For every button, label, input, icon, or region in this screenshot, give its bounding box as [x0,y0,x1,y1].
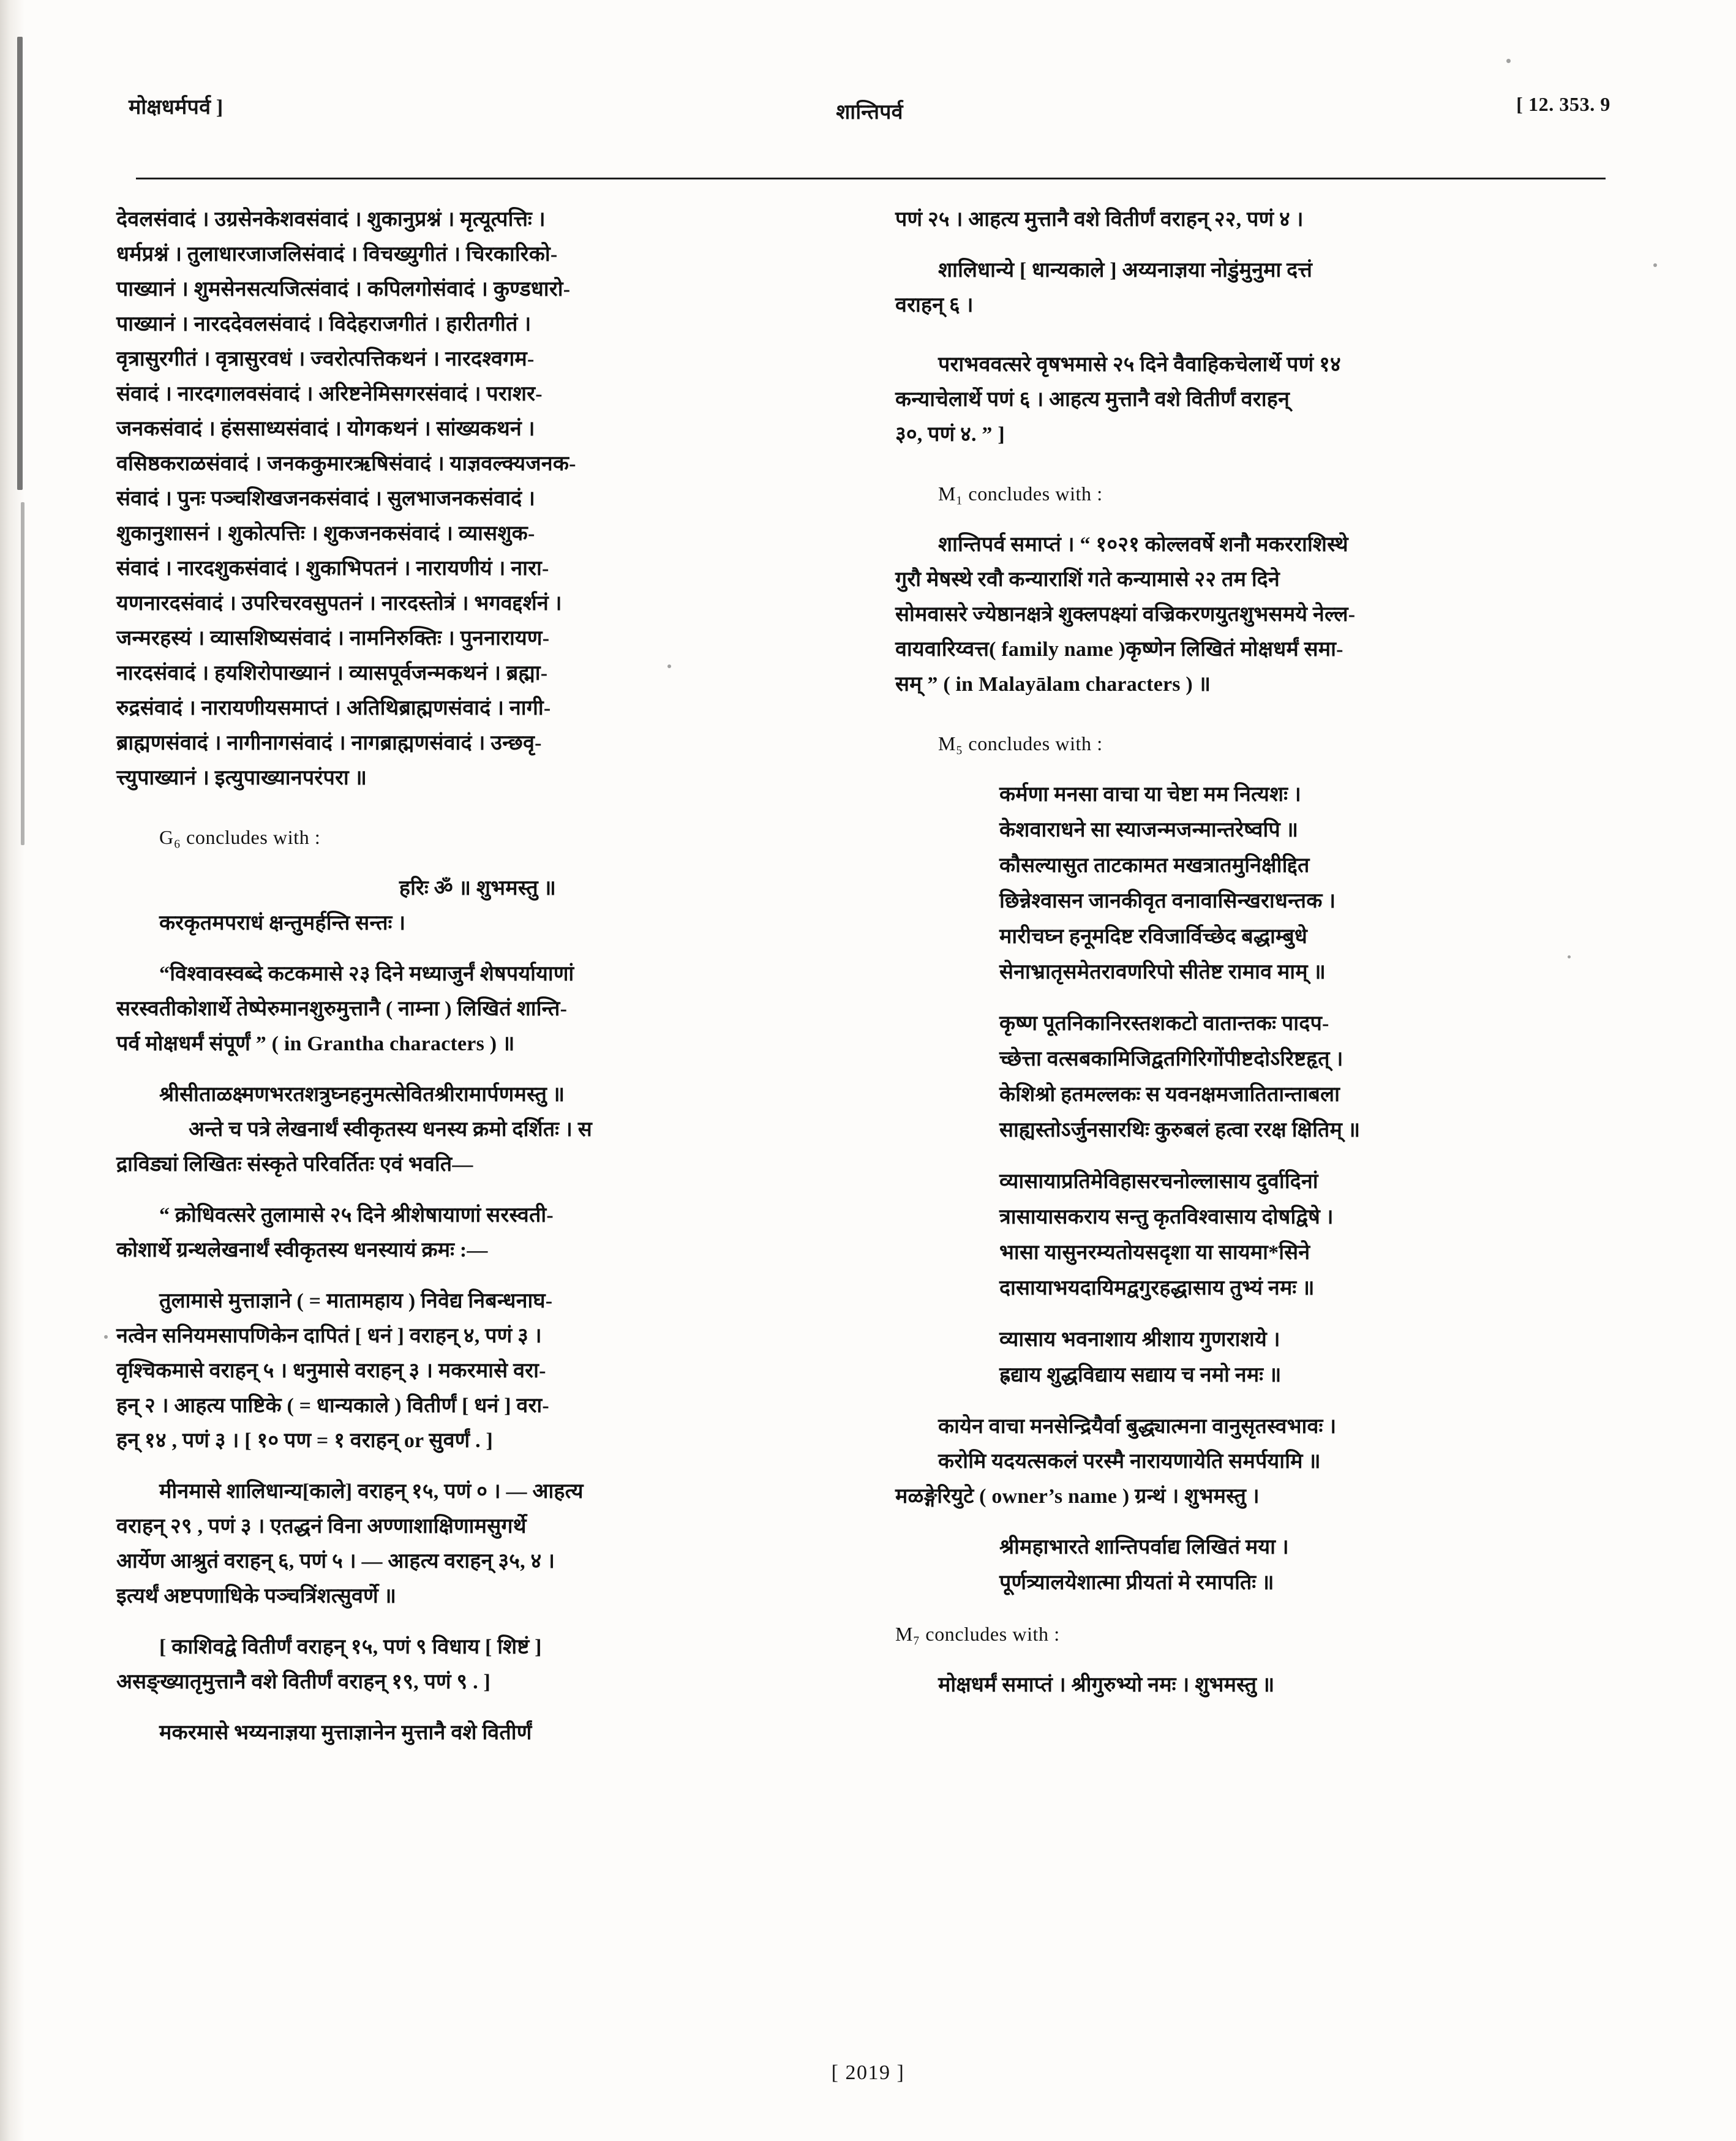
m5-verse-group-5 [895,1409,1618,1479]
m5-intro: M₅ concludes with : [938,732,1103,754]
page-title: शान्तिपर्व [836,101,903,124]
text-line: हन् २ । आहत्य पाष्टिके ( = धान्यकाले ) वितीर्णं [ धनं ] वरा- [116,1394,549,1417]
spacer [116,855,839,871]
right-column [895,202,1618,1750]
text-line: जन्मरहस्यं । व्यासशिष्यसंवादं । नामनिरुक्तिः । पुननारायण- [116,627,550,650]
text-line: वराहन् ६ । [895,294,974,317]
text-line: तुलामासे मुत्ताज्ञाने ( = मातामहाय ) निवेद्य निबन्धनाघ- [159,1290,553,1312]
scan-speck [1653,263,1657,267]
spacer [895,1306,1618,1322]
verse-line: त्रासायासकराय सन्तु कृतविश्वासाय दोषद्विषे । [999,1206,1334,1229]
text-line: “ क्रोधिवत्सरे तुलामासे २५ दिने श्रीशेषायाणां सरस्वती- [159,1204,554,1227]
spacer [895,511,1618,527]
m-block [116,1077,839,1182]
m7-line: मोक्षधर्मं समाप्तं । श्रीगुरुभ्यो नमः । शुभमस्तु ॥ [938,1674,1275,1696]
m5-verse-group-6 [895,1530,1618,1601]
text-line: सरस्वतीकोशार्थे तेष्पेरुमानशुरुमुत्तानै ( नाम्ना ) लिखितं शान्ति- [116,998,568,1020]
text-line: संवादं । पुनः पञ्चशिखजनकसंवादं । सुलभाजनकसंवादं । [116,487,536,510]
spacer [116,1699,839,1715]
text-line: शालिधान्ये [ धान्यकाले ] अय्यनाज्ञया नोडुंमुनुमा दत्तं [938,259,1313,282]
text-line: श्रीसीताळक्ष्मणभरतशत्रुघ्नहनुमत्सेवितश्रीरामार्पणमस्तु ॥ [159,1083,565,1106]
spacer [895,1601,1618,1617]
verse-line: व्यासाय भवनाशाय श्रीशाय गुणराशये । [999,1328,1280,1351]
text-line: रुद्रसंवादं । नारायणीयसमाप्तं । अतिथिब्राह्मणसंवादं । नागी- [116,697,551,720]
header-reference: [ 12. 353. 9 [1516,93,1610,115]
text-line: गुरौ मेषस्थे रवौ कन्याराशिं गते कन्यामासे २२ तम दिने [895,568,1280,591]
text-line: धर्मप्रश्नं । तुलाधारजाजलिसंवादं । विचख्युगीतं । चिरकारिको- [116,243,558,266]
header-parva-label: मोक्षधर्मपर्व ] [129,96,224,119]
text-line: पर्व मोक्षधर्मं संपूर्णं ” ( in Grantha characters ) ॥ [116,1033,515,1055]
shali-block [895,253,1618,323]
m1-quote [895,527,1618,702]
text-line: यणनारदसंवादं । उपरिचरवसुपतनं । नारदस्तोत्रं । भगवद्दर्शनं । [116,592,562,615]
spacer [116,1061,839,1077]
scan-speck [104,1335,108,1339]
text-line: पराभववत्सरे वृषभमासे २५ दिने वैवाहिकचेलार्थे पणं १४ [938,353,1341,376]
spacer [116,1268,839,1284]
g6-line-1: हरिः ॐ ॥ शुभमस्तु ॥ [399,877,557,900]
verse-line: ह्रद्याय शुद्धविद्याय सद्याय च नमो नमः ॥ [999,1364,1282,1387]
text-line: पाख्यानं । नारददेवलसंवादं । विदेहराजगीतं । हारीतगीतं । [116,313,532,336]
verse-line: दासायाभयदायिमद्वगुरहद्धासाय तुभ्यं नमः ॥ [999,1277,1315,1300]
m5-verse-group-2 [895,1006,1618,1148]
text-line: वायवारिय्वत्त( family name )कृष्णेन लिखितं मोक्षधर्मं समा- [895,638,1343,661]
text-line: वृत्रासुरगीतं । वृत्रासुरवधं । ज्वरोत्पत्तिकथनं । नारदश्वगम- [116,348,535,371]
verse-line: कायेन वाचा मनसेन्द्रियैर्वा बुद्ध्यात्मना वानुसृतस्वभावः । [938,1415,1337,1438]
binding-mark [17,37,23,490]
text-line: ब्राह्मणसंवादं । नागीनागसंवादं । नागब्राह्मणसंवादं । उन्छवृ- [116,732,542,754]
spacer [116,1614,839,1630]
text-line: वराहन् २९ , पणं ३ । एतद्धनं विना अण्णाशाक्षिणामसुगर्थे [116,1515,527,1538]
accounts-block-2 [116,1474,839,1614]
spacer [895,1514,1618,1530]
m1-intro: M₁ concludes with : [938,483,1103,505]
text-line: इत्यर्थं अष्टपणाधिके पञ्चत्रिंशत्सुवर्णे ॥ [116,1585,397,1608]
spacer [895,237,1618,253]
m-quote-2 [116,1198,839,1268]
text-line: द्राविड्यां लिखितः संस्कृते परिवर्तितः एवं भवति— [116,1153,473,1176]
spacer [116,1458,839,1474]
text-line: वृश्चिकमासे वराहन् ५ । धनुमासे वराहन् ३ । मकरमासे वरा- [116,1360,546,1382]
verse-line: मारीचघ्न हनूमदिष्ट रविजार्विच्छेद बद्धाम्बुधे [999,925,1308,948]
verse-line: केशवाराधने सा स्याजन्मजन्मान्तरेष्वपि ॥ [999,819,1299,841]
spacer [116,1182,839,1198]
verse-line: करोमि यदयत्सकलं परस्मै नारायणायेति समर्पयामि ॥ [938,1450,1321,1473]
g6-quote [116,957,839,1061]
m5-verse-group-1 [895,777,1618,990]
accounts-block-1 [116,1284,839,1458]
header-divider [136,178,1606,179]
text-line: वसिष्ठकराळसंवादं । जनककुमारऋषिसंवादं । याज्ञवल्क्यजनक- [116,453,576,475]
m5-verse-group-4 [895,1322,1618,1393]
text-line: त्त्युपाख्यानं । इत्युपाख्यानपरंपरा ॥ [116,767,367,789]
verse-line: साह्यस्तोऽर्जुनसारथिः कुरुबलं हत्वा ररक्ष क्षितिम् ॥ [999,1119,1361,1142]
text-line: नारदसंवादं । हयशिरोपाख्यानं । व्यासपूर्वजन्मकथनं । ब्रह्मा- [116,662,548,685]
spacer [895,1393,1618,1409]
text-line: सम् ” ( in Malayālam characters ) ॥ [895,673,1211,696]
owner-name-line: मळङ्गेरियुटे ( owner’s name ) ग्रन्थं । शुभमस्तु । [895,1485,1260,1508]
text-line: देवलसंवादं । उग्रसेनकेशवसंवादं । शुकानुप्रश्नं । मृत्यूत्पत्तिः । [116,208,546,231]
text-line: अन्ते च पत्रे लेखनार्थं स्वीकृतस्य धनस्य क्रमो दर्शितः । स [189,1118,592,1141]
text-line: शान्तिपर्व समाप्तं । “ १०२१ कोल्लवर्षे शनौ मकरराशिस्थे [938,533,1348,556]
parabhava-block [895,347,1618,452]
text-line: पणं २५ । आहत्य मुत्तानै वशे वितीर्णं वराहन् २२, पणं ४ । [895,208,1304,231]
verse-line: च्छेत्ता वत्सबकामिजिद्वतगिरिगोंपीष्टदोऽरिष्टहृत् । [999,1048,1343,1070]
page-header [129,92,1610,141]
text-line: ३०, पणं ४. ” ] [895,423,1005,446]
spacer [895,702,1618,726]
scan-speck [1506,59,1511,63]
spacer [895,1148,1618,1164]
text-line: जनकसंवादं । हंससाध्यसंवादं । योगकथनं । सांख्यकथनं । [116,418,535,440]
verse-line: कृष्ण पूतनिकानिरस्तशकटो वातान्तकः पादप- [999,1012,1329,1035]
g6-line-2: करकृतमपराधं क्षन्तुमर्हन्ति सन्तः । [159,912,406,935]
colophon-list [116,202,839,796]
spacer [116,941,839,957]
text-line: आर्येण आश्रुतं वराहन् ६, पणं ५ । — आहत्य वराहन् ३५, ४ । [116,1550,555,1573]
verse-line: व्यासायाप्रतिमेविहासरचनोल्लासाय दुर्वादिनां [999,1170,1318,1193]
verse-line: केशिश्रो हतमल्लकः स यवनक्षमजातितान्ताबला [999,1083,1340,1106]
verse-line: श्रीमहाभारते शान्तिपर्वाद्य लिखितं मया । [999,1536,1289,1559]
spacer [895,323,1618,347]
text-line: नत्वेन सनियमसापणिकेन दापितं [ धनं ] वराहन् ४, पणं ३ । [116,1325,542,1347]
verse-line: सेनाभ्रातृसमेतरावणरिपो सीतेष्ट रामाव माम् ॥ [999,961,1326,984]
spacer [895,990,1618,1006]
spacer [895,452,1618,476]
text-line: कोशार्थे ग्रन्थलेखनार्थं स्वीकृतस्य धनस्यायं क्रमः :— [116,1239,488,1262]
spacer [116,796,839,820]
text-line: [ काशिवद्वे वितीर्णं वराहन् १५, पणं ९ विधाय [ शिष्टं ] [159,1636,542,1658]
two-column-body [116,202,1623,1750]
spacer [895,761,1618,777]
verse-line: पूर्णत्र्यालयेशात्मा प्रीयतां मे रमापतिः ॥ [999,1571,1274,1594]
text-line: मीनमासे शालिधान्य[काले] वराहन् १५, पणं ० । — आहत्य [159,1480,584,1503]
text-line: कन्याचेलार्थे पणं ६ । आहत्य मुत्तानै वशे वितीर्णं वराहन् [895,388,1290,411]
m5-verse-group-3 [895,1164,1618,1306]
left-column [116,202,839,1750]
text-line: सोमवासरे ज्येष्ठानक्षत्रे शुक्लपक्ष्यां वज्रिकरणयुतशुभसमये नेल्ल- [895,603,1356,626]
m7-intro: M₇ concludes with : [895,1623,1060,1645]
verse-line: छिन्नेश्वासन जानकीवृत वनावासिन्खराधन्तक । [999,890,1336,912]
text-line: पाख्यानं । शुमसेनसत्यजित्संवादं । कपिलगोसंवादं । कुण्डधारो- [116,278,571,301]
accounts-block-3 [116,1630,839,1699]
page-number: [ 2019 ] [831,2061,905,2084]
spacer [895,1652,1618,1668]
accounts-last-line: मकरमासे भय्यनाज्ञया मुत्ताज्ञानेन मुत्तानै वशे वितीर्णं [159,1721,532,1744]
text-line: “विश्वावस्वब्दे कटकमासे २३ दिने मध्याजुर्नं शेषपर्यायाणां [159,963,574,985]
verse-line: कौसल्यासुत ताटकामत मखत्रातमुनिक्षीद्दित [999,854,1310,877]
text-line: संवादं । नारदगालवसंवादं । अरिष्टनेमिसगरसंवादं । पराशर- [116,383,543,405]
verse-line: कर्मणा मनसा वाचा या चेष्टा मम नित्यशः । [999,783,1302,806]
text-line: संवादं । नारदशुकसंवादं । शुकाभिपतनं । नारायणीयं । नारा- [116,557,549,580]
text-line: असङ्ख्यातृमुत्तानै वशे वितीर्णं वराहन् १९, पणं ९ . ] [116,1671,491,1693]
binding-mark-lower [21,502,24,845]
text-line: शुकानुशासनं । शुकोत्पत्तिः । शुकजनकसंवादं । व्यासशुक- [116,522,535,545]
verse-line: भासा यासुनरम्यतोयसदृशा या सायमा*सिने [999,1241,1310,1264]
g6-intro: G₆ concludes with : [159,826,321,848]
text-line: हन् १४ , पणं ३ । [ १० पण = १ वराहन् or सुवर्णं . ] [116,1429,494,1452]
